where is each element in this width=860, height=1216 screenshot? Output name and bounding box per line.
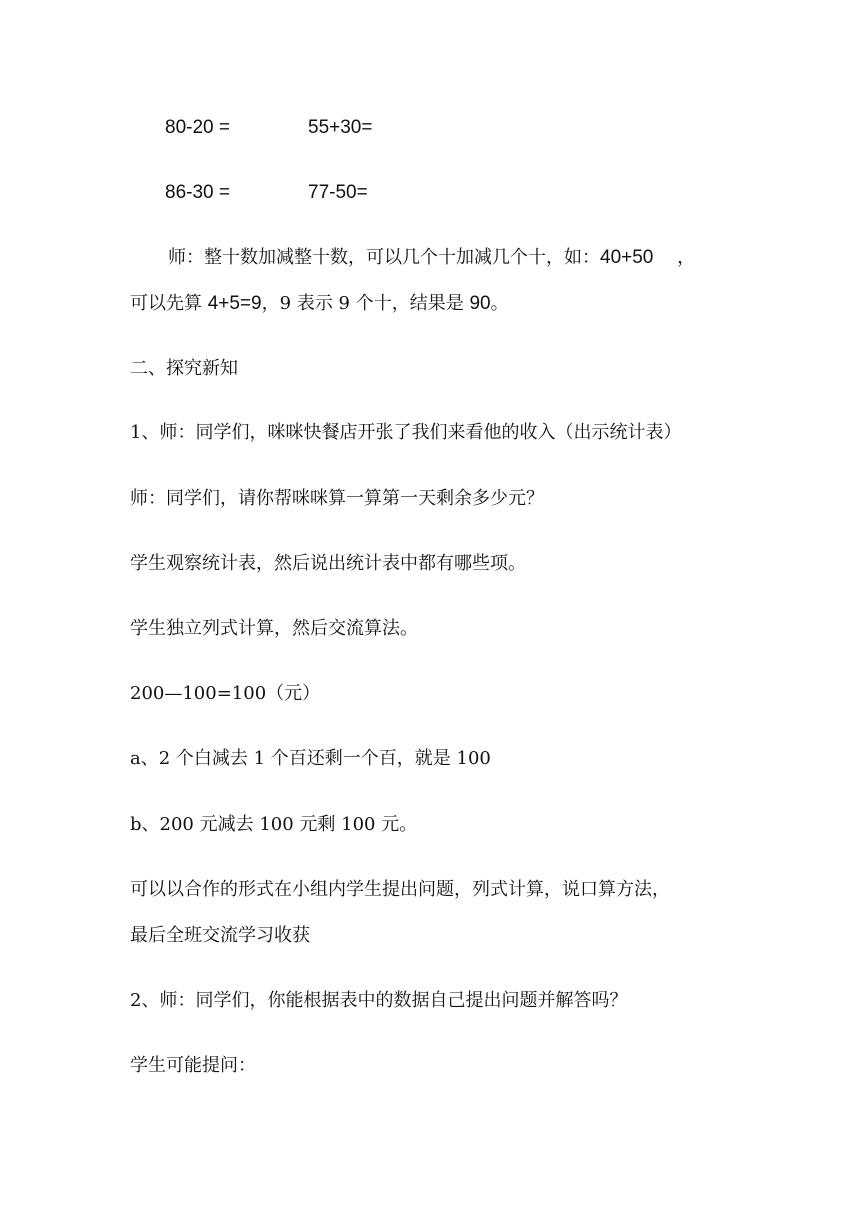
teacher-note-comma: ， xyxy=(671,247,696,268)
teacher-note-text-2: 可以先算 xyxy=(130,293,208,314)
step1-calculate: 学生独立列式计算，然后交流算法。 xyxy=(130,618,418,639)
result-value: 90 xyxy=(469,293,491,314)
step1-observe: 学生观察统计表，然后说出统计表中都有哪些项。 xyxy=(130,553,526,574)
step-expression: 4+5=9 xyxy=(207,293,262,314)
teacher-note-line2 xyxy=(130,292,509,316)
exercise-86-30: 86-30 = xyxy=(165,182,230,203)
step2-question: 2、师：同学们，你能根据表中的数据自己提出问题并解答吗？ xyxy=(130,990,628,1011)
teacher-note-explain: ，9 表示 9 个十，结果是 xyxy=(261,293,470,314)
cooperate-line2: 最后全班交流学习收获 xyxy=(130,925,310,946)
teacher-note-period: 。 xyxy=(490,293,509,314)
exercise-77-50: 77-50= xyxy=(308,182,368,203)
step1-intro: 1、师：同学们，咪咪快餐店开张了我们来看他的收入（出示统计表） xyxy=(130,422,682,443)
cooperate-line1: 可以以合作的形式在小组内学生提出问题，列式计算，说口算方法， xyxy=(130,879,670,900)
method-b: b、200 元减去 100 元剩 100 元。 xyxy=(130,814,418,835)
method-a: a、2 个白减去 1 个百还剩一个百，就是 100 xyxy=(130,748,491,769)
section-title: 二、探究新知 xyxy=(130,358,238,379)
students-may-ask: 学生可能提问： xyxy=(130,1055,256,1076)
teacher-note-line1 xyxy=(168,246,695,270)
exercise-55-30: 55+30= xyxy=(308,117,373,138)
example-sum: 40+50 xyxy=(600,247,654,268)
step1-equation: 200—100=100（元） xyxy=(130,683,321,704)
teacher-note-text: 师：整十数加减整十数，可以几个十加减几个十，如： xyxy=(168,247,600,268)
exercise-80-20: 80-20 = xyxy=(165,117,230,138)
step1-question: 师：同学们，请你帮咪咪算一算第一天剩余多少元？ xyxy=(130,488,544,509)
